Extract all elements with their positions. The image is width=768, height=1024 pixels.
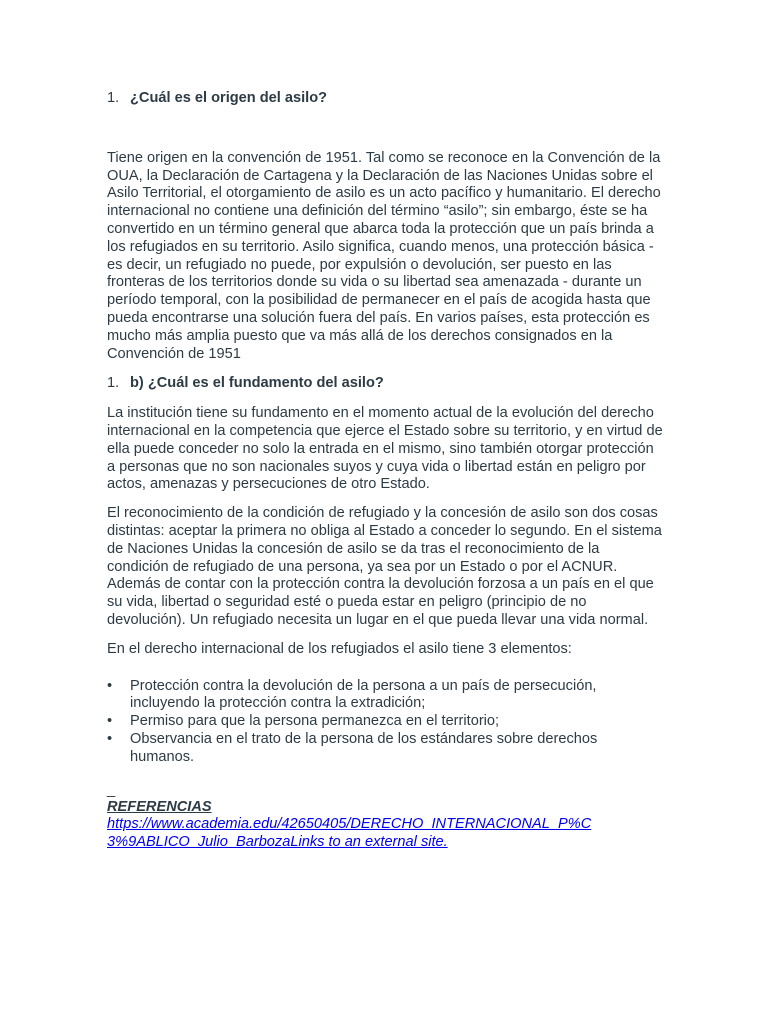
answer-2-paragraph-2: El reconocimiento de la condición de refugiado y la concesión de asilo son dos cosas distintas: aceptar la primera no obliga al Estado a conceder lo segundo. En el sistema de Naciones Unidas la concesión de asilo se da tras el reconocimiento de la condición de refugiado de una persona, ya sea por un Estado o por el ACNUR. Además de contar con la protección contra la devolución forzosa a un país en el que su vida, libertad o seguridad esté o pueda estar en peligro (principio de no devolución). Un refugiado necesita un lugar en el que pueda llevar una vida normal. (107, 505, 662, 628)
answer-2-paragraph-1: La institución tiene su fundamento en el momento actual de la evolución del derecho internacional en la competencia que ejerce el Estado sobre su territorio, y en virtud de ella puede conceder no solo la entrada en el mismo, sino también otorgar protección a personas que no son nacionales suyos y cuya vida o libertad están en peligro por actos, amenazas y persecuciones de otro Estado. (107, 405, 663, 493)
reference-link[interactable]: https://www.academia.edu/42650405/DERECHO_INTERNACIONAL_P%C3%9ABLICO_Julio_BarbozaLinks to an external site. (107, 816, 592, 851)
bullet-icon: • (107, 730, 113, 747)
question-2-text: b) ¿Cuál es el fundamento del asilo? (130, 375, 384, 392)
question-1-number: 1. (107, 90, 120, 106)
question-1-heading (107, 90, 663, 108)
bullet-icon: • (107, 677, 113, 694)
list-item (107, 731, 663, 767)
elements-list (107, 678, 663, 767)
list-item-text: Permiso para que la persona permanezca en el territorio; (130, 713, 500, 730)
separator-mark: _ (107, 781, 116, 798)
list-item (107, 713, 663, 731)
references-title: REFERENCIAS (107, 798, 212, 815)
list-item (107, 678, 663, 714)
question-2-heading (107, 375, 663, 393)
question-1-text: ¿Cuál es el origen del asilo? (130, 90, 328, 106)
document-page (107, 90, 663, 852)
bullet-icon: • (107, 713, 113, 730)
list-item-text: Observancia en el trato de la persona de los estándares sobre derechos humanos. (130, 730, 598, 765)
answer-2-paragraph-3: En el derecho internacional de los refugiados el asilo tiene 3 elementos: (107, 640, 572, 657)
question-2-number: 1. (107, 375, 120, 392)
answer-1-paragraph: Tiene origen en la convención de 1951. Tal como se reconoce en la Convención de la OUA, la Declaración de Cartagena y la Declaración de las Naciones Unidas sobre el Asilo Territorial, el otorgamiento de asilo es un acto pacífico y humanitario. El derecho internacional no contiene una definición del término “asilo”; sin embargo, éste se ha convertido en un término general que abarca toda la protección que un país brinda a los refugiados en su territorio. Asilo significa, cuando menos, una protección básica - es decir, un refugiado no puede, por expulsión o devolución, ser puesto en las fronteras de los territorios donde su vida o su libertad sea amenazada - durante un período temporal, con la posibilidad de permanecer en el país de acogida hasta que pueda encontrarse una solución fuera del país. En varios países, esta protección es mucho más amplia puesto que va más allá de los derechos consignados en la Convención de 1951 (107, 149, 661, 362)
list-item-text: Protección contra la devolución de la persona a un país de persecución, incluyendo la protección contra la extradición; (130, 677, 597, 712)
